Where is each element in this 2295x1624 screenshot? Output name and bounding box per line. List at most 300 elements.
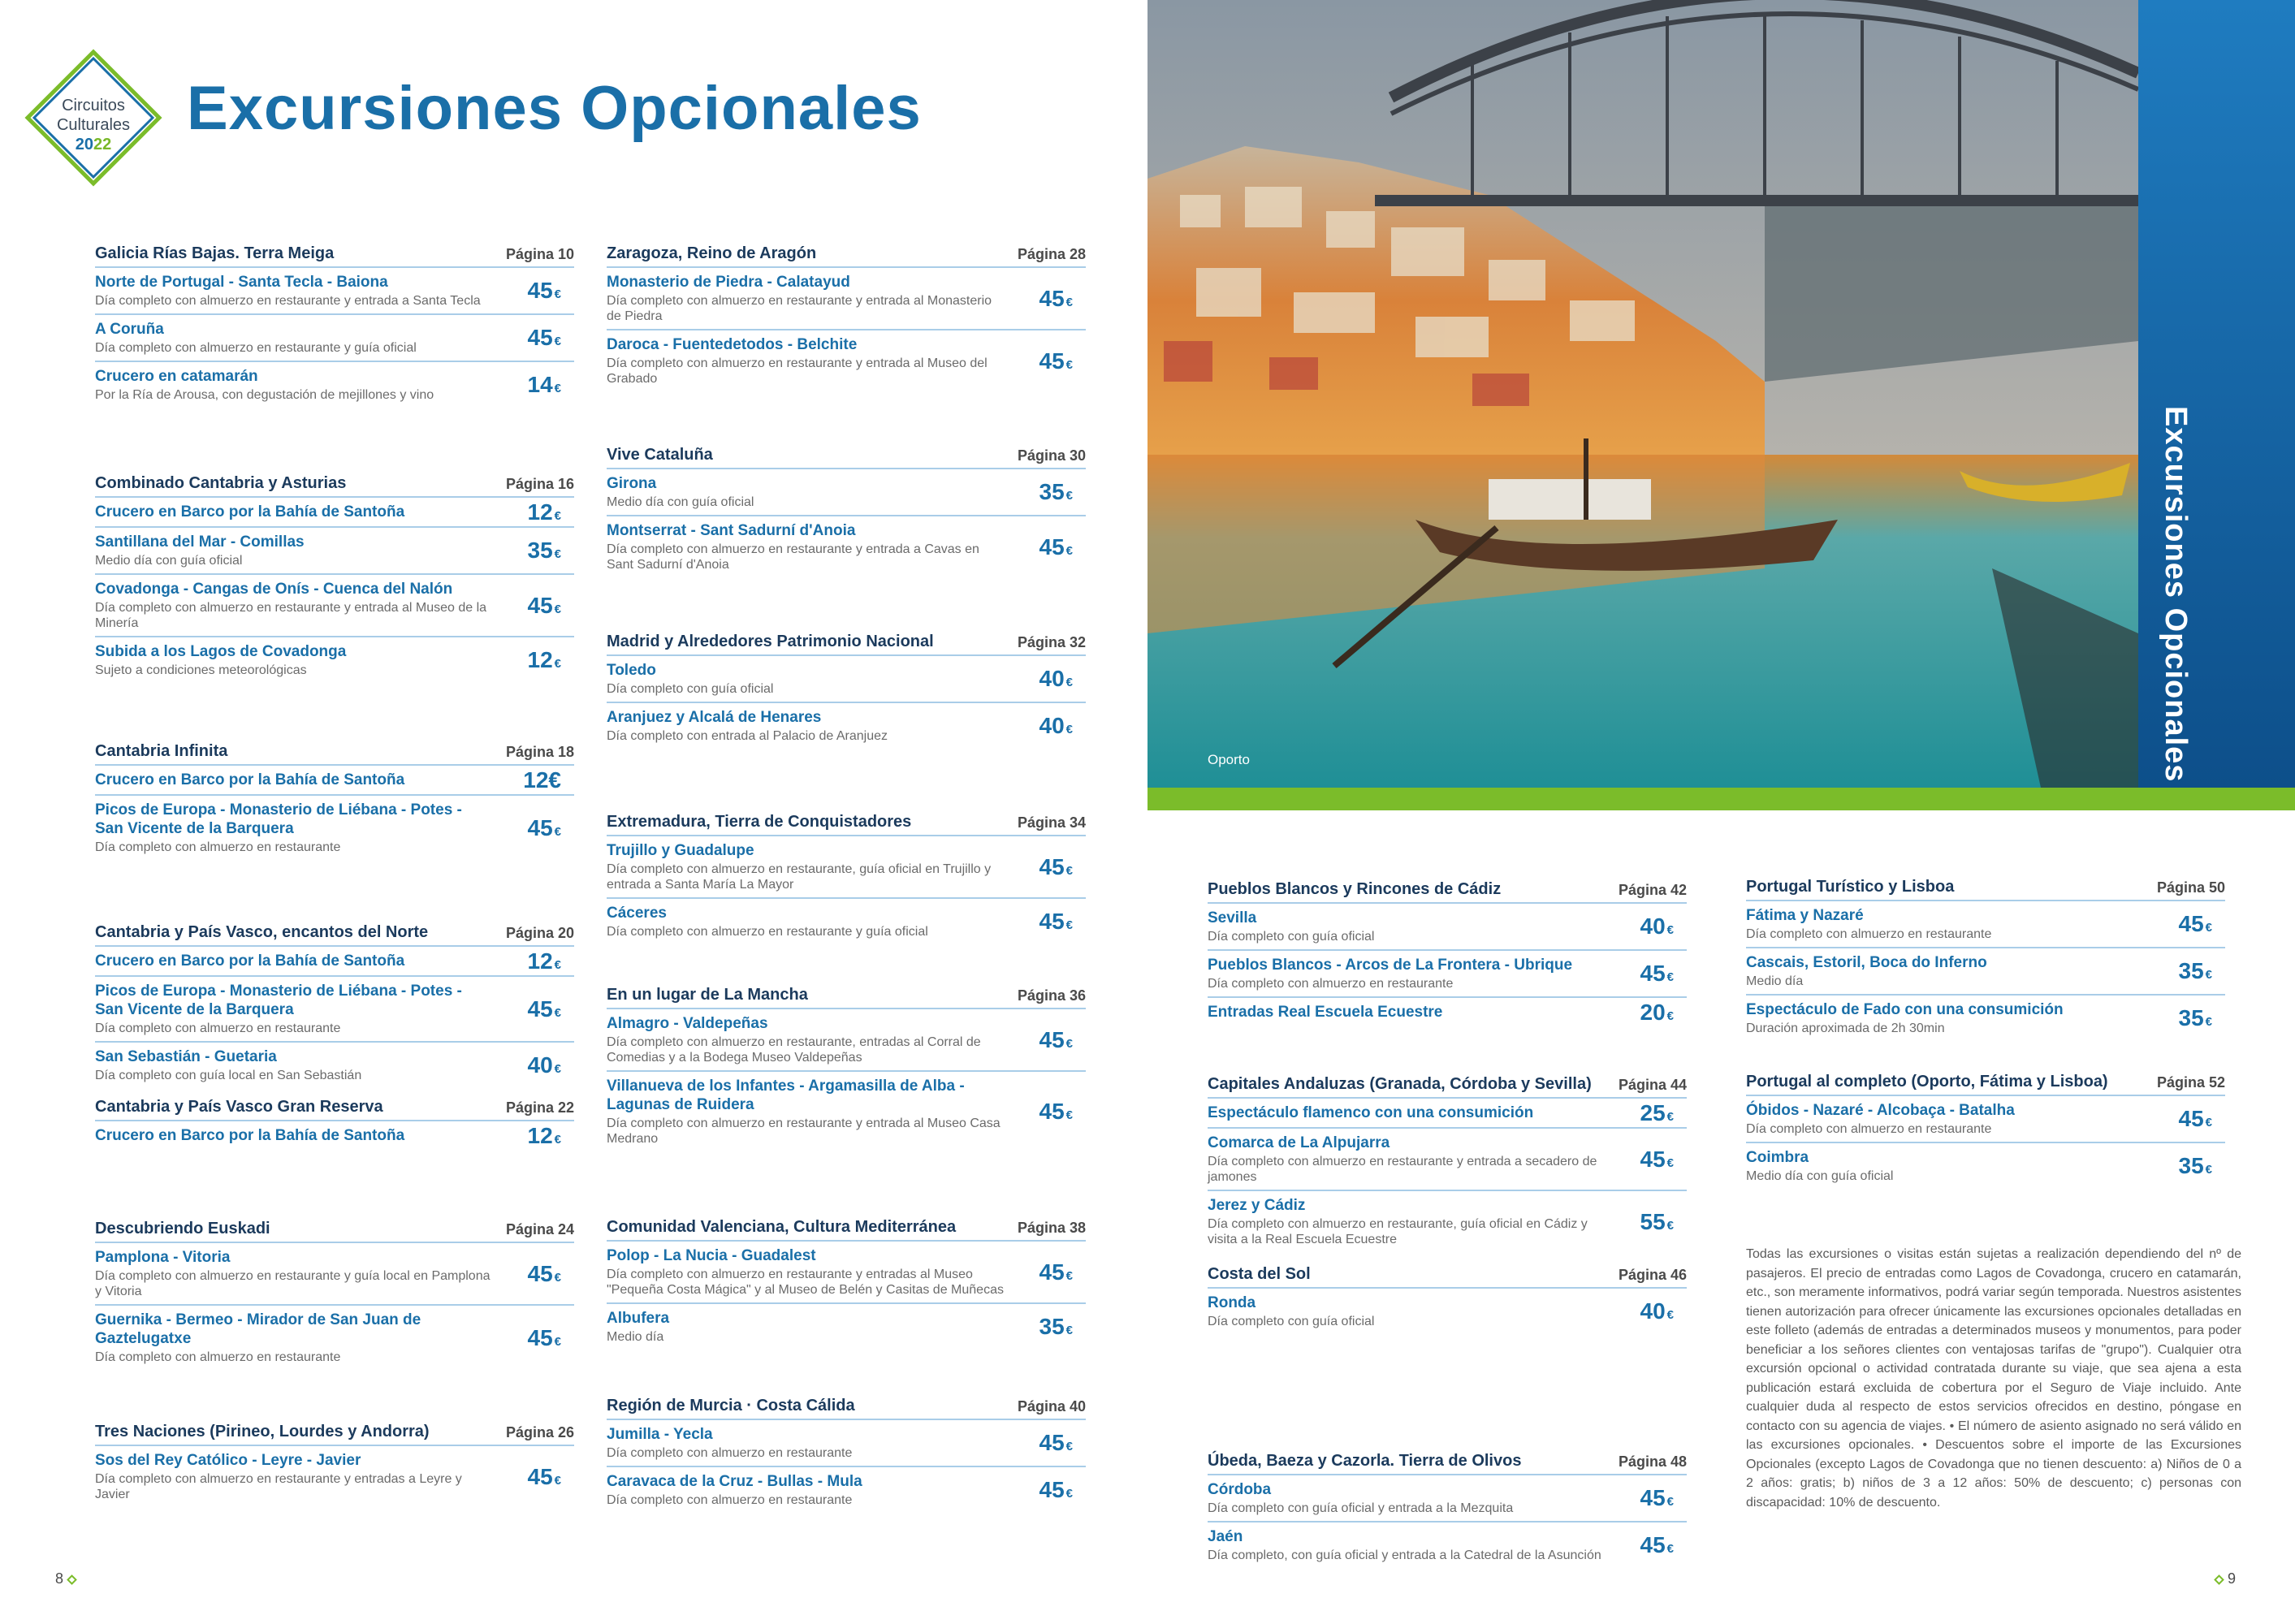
price-currency: € xyxy=(554,824,561,839)
page-number-left xyxy=(55,1570,80,1587)
excursion-price xyxy=(1039,286,1074,312)
excursion-price xyxy=(2179,958,2213,984)
excursion-price xyxy=(1640,1147,1675,1173)
section-page-ref: Página 34 xyxy=(1017,814,1086,831)
excursion-name: Polop - La Nucia - Guadalest xyxy=(607,1247,816,1264)
section-title: Vive Cataluña xyxy=(607,446,713,464)
price-amount: 45 xyxy=(1039,853,1065,879)
excursion-section xyxy=(1746,1072,2225,1189)
excursion-description: Día completo con almuerzo en restaurante y entrada al Museo del Grabado xyxy=(607,356,988,386)
price-currency: € xyxy=(554,1334,561,1349)
price-amount: 35 xyxy=(2178,1005,2204,1030)
excursion-name: Crucero en Barco por la Bahía de Santoña xyxy=(95,1127,405,1144)
excursion-price xyxy=(528,948,562,974)
excursion-price xyxy=(528,1464,562,1490)
excursion-section xyxy=(1208,1074,1687,1252)
price-amount: 45 xyxy=(2178,1106,2204,1131)
excursion-item xyxy=(1208,904,1687,951)
section-title: Costa del Sol xyxy=(1208,1265,1311,1283)
section-title: Pueblos Blancos y Rincones de Cádiz xyxy=(1208,880,1502,898)
section-page-ref: Página 46 xyxy=(1618,1267,1687,1283)
excursion-name: Picos de Europa - Monasterio de Liébana - Potes - San Vicente de la Barquera xyxy=(95,801,462,837)
price-amount: 45 xyxy=(1039,1026,1065,1052)
page-number-right-value: 9 xyxy=(2228,1570,2237,1587)
section-header xyxy=(607,812,1086,836)
excursion-name: Sos del Rey Católico - Leyre - Javier xyxy=(95,1452,361,1469)
excursion-price xyxy=(2179,911,2213,937)
excursion-name: Fátima y Nazaré xyxy=(1746,907,1864,924)
excursion-item xyxy=(607,516,1086,577)
price-currency: € xyxy=(1065,1487,1073,1501)
excursion-description: Medio día con guía oficial xyxy=(95,554,243,568)
section-header xyxy=(1746,877,2225,901)
section-header xyxy=(95,1097,574,1121)
price-currency: € xyxy=(2205,1163,2212,1177)
excursion-description: Por la Ría de Arousa, con degustación de mejillones y vino xyxy=(95,388,434,402)
excursion-description: Día completo con almuerzo en restaurante xyxy=(95,1021,341,1035)
price-amount: 45 xyxy=(527,1260,553,1286)
price-amount: 45 xyxy=(1039,909,1065,934)
excursion-item xyxy=(607,1242,1086,1304)
excursion-item xyxy=(95,637,574,683)
excursion-item xyxy=(607,1304,1086,1350)
price-amount: 40 xyxy=(1640,914,1666,939)
excursion-item xyxy=(95,362,574,408)
excursion-name: Coimbra xyxy=(1746,1149,1809,1166)
excursion-item xyxy=(1746,1096,2225,1143)
section-header xyxy=(1746,1072,2225,1096)
excursion-price xyxy=(1640,1485,1675,1511)
excursion-price xyxy=(528,372,562,398)
excursion-name: A Coruña xyxy=(95,321,164,338)
price-currency: € xyxy=(554,547,561,561)
excursion-name: Aranjuez y Alcalá de Henares xyxy=(607,709,822,726)
price-amount: 45 xyxy=(1039,1259,1065,1285)
excursion-price xyxy=(1640,1100,1675,1126)
price-amount: 45 xyxy=(527,592,553,618)
section-page-ref: Página 32 xyxy=(1017,634,1086,650)
excursion-description: Día completo con almuerzo en restaurante y entrada a secadero de jamones xyxy=(1208,1155,1597,1184)
section-header xyxy=(95,741,574,766)
section-page-ref: Página 36 xyxy=(1017,987,1086,1004)
section-title: Comunidad Valenciana, Cultura Mediterránea xyxy=(607,1218,957,1236)
section-page-ref: Página 40 xyxy=(1017,1398,1086,1415)
price-currency: € xyxy=(554,657,561,671)
excursion-item xyxy=(1746,996,2225,1041)
excursion-section xyxy=(95,922,574,1088)
excursion-name: Pamplona - Vitoria xyxy=(95,1249,231,1266)
price-currency: € xyxy=(1065,676,1073,689)
excursion-price xyxy=(528,538,562,564)
price-amount: 45 xyxy=(1039,1099,1065,1124)
excursion-description: Día completo con guía oficial y entrada a la Mezquita xyxy=(1208,1501,1514,1515)
price-amount: 25 xyxy=(1640,1099,1666,1125)
excursion-item xyxy=(1746,948,2225,996)
excursion-item xyxy=(607,1420,1086,1467)
excursion-price xyxy=(1640,1298,1675,1324)
price-currency: € xyxy=(1065,1440,1073,1453)
excursion-section xyxy=(607,985,1086,1151)
excursion-price xyxy=(1039,1314,1074,1340)
excursion-item xyxy=(607,268,1086,330)
excursion-name: Albufera xyxy=(607,1310,670,1327)
excursion-section xyxy=(95,1219,574,1370)
excursion-price xyxy=(1039,1477,1074,1503)
excursion-section xyxy=(1746,877,2225,1041)
excursion-name: Guernika - Bermeo - Mirador de San Juan de Gaztelugatxe xyxy=(95,1311,421,1347)
price-currency: € xyxy=(1666,1109,1674,1124)
diamond-icon xyxy=(2214,1574,2224,1585)
excursion-price xyxy=(1039,1099,1074,1125)
excursion-name: Jerez y Cádiz xyxy=(1208,1197,1306,1214)
excursion-description: Día completo con almuerzo en restaurante y entrada a Santa Tecla xyxy=(95,294,481,308)
excursion-price xyxy=(1640,1000,1675,1026)
excursion-item xyxy=(95,1243,574,1306)
price-currency: € xyxy=(1065,918,1073,932)
excursion-name: Ronda xyxy=(1208,1294,1256,1311)
excursion-name: Trujillo y Guadalupe xyxy=(607,842,754,859)
price-amount: 12€ xyxy=(523,767,561,793)
price-amount: 40 xyxy=(1039,713,1065,738)
section-title: Portugal Turístico y Lisboa xyxy=(1746,878,1955,896)
price-currency: € xyxy=(1666,970,1674,984)
price-currency: € xyxy=(554,1132,561,1147)
excursion-description: Día completo con almuerzo en restaurante y guía local en Pamplona y Vitoria xyxy=(95,1269,491,1298)
section-header xyxy=(95,922,574,947)
price-amount: 40 xyxy=(1039,666,1065,691)
excursion-description: Día completo con almuerzo en restaurante xyxy=(607,1446,853,1460)
price-currency: € xyxy=(1065,1268,1073,1283)
section-header xyxy=(95,244,574,268)
excursion-description: Día completo con almuerzo en restaurante xyxy=(607,1493,853,1507)
section-title: Galicia Rías Bajas. Terra Meiga xyxy=(95,244,335,262)
section-header xyxy=(607,244,1086,268)
excursion-item xyxy=(1208,1522,1687,1568)
section-header xyxy=(95,1219,574,1243)
excursion-item xyxy=(1208,951,1687,998)
price-amount: 45 xyxy=(1640,1485,1666,1510)
excursion-name: Entradas Real Escuela Ecuestre xyxy=(1208,1004,1443,1021)
excursion-name: Pueblos Blancos - Arcos de La Frontera - Ubrique xyxy=(1208,957,1573,974)
section-header xyxy=(95,1422,574,1446)
excursion-item xyxy=(607,469,1086,516)
excursion-item xyxy=(95,575,574,637)
excursion-name: Cáceres xyxy=(607,905,667,922)
price-amount: 45 xyxy=(1640,1146,1666,1172)
price-amount: 35 xyxy=(1039,479,1065,504)
excursion-item xyxy=(1208,1191,1687,1252)
excursion-price xyxy=(528,278,562,304)
excursion-price xyxy=(528,499,562,525)
section-header xyxy=(1208,879,1687,904)
excursion-description: Día completo con almuerzo en restaurante y entrada a Cavas en Sant Sadurní d'Anoia xyxy=(607,542,979,572)
excursion-description: Día completo con almuerzo en restaurante, guía oficial en Cádiz y visita a la Real Escuela Ecuestre xyxy=(1208,1217,1588,1246)
excursion-price xyxy=(2179,1153,2213,1179)
price-currency: € xyxy=(1666,1218,1674,1233)
price-currency: € xyxy=(1666,1009,1674,1023)
section-header xyxy=(95,473,574,498)
oporto-photo xyxy=(1148,0,2138,788)
excursion-item xyxy=(607,330,1086,391)
section-page-ref: Página 50 xyxy=(2156,879,2225,896)
excursion-name: Montserrat - Sant Sadurní d'Anoia xyxy=(607,522,856,539)
section-page-ref: Página 16 xyxy=(505,476,574,492)
excursion-description: Día completo con almuerzo en restaurante y entrada al Monasterio de Piedra xyxy=(607,294,992,323)
section-header xyxy=(607,1217,1086,1242)
excursion-name: Jaén xyxy=(1208,1528,1243,1545)
price-amount: 45 xyxy=(1640,961,1666,986)
price-amount: 45 xyxy=(527,1463,553,1489)
price-amount: 45 xyxy=(1039,1477,1065,1502)
excursion-section xyxy=(607,812,1086,944)
excursion-description: Medio día con guía oficial xyxy=(1746,1169,1894,1183)
excursion-price xyxy=(1039,479,1074,505)
price-amount: 35 xyxy=(527,538,553,563)
excursion-description: Día completo con guía oficial xyxy=(1208,930,1375,944)
section-page-ref: Página 28 xyxy=(1017,246,1086,262)
price-currency: € xyxy=(554,1270,561,1285)
section-header xyxy=(607,632,1086,656)
excursion-section xyxy=(95,1422,574,1507)
logo-line2: Culturales xyxy=(56,116,131,134)
page-title: Excursiones Opcionales xyxy=(187,74,922,143)
excursion-item xyxy=(95,1043,574,1088)
price-amount: 45 xyxy=(527,1324,553,1350)
price-amount: 40 xyxy=(1640,1298,1666,1324)
price-currency: € xyxy=(2205,921,2212,935)
price-currency: € xyxy=(1666,1308,1674,1322)
excursion-price xyxy=(1039,666,1074,692)
section-title: Capitales Andaluzas (Granada, Córdoba y Sevilla) xyxy=(1208,1075,1592,1093)
section-title: Madrid y Alrededores Patrimonio Nacional xyxy=(607,633,934,650)
price-currency: € xyxy=(554,1062,561,1076)
excursion-price xyxy=(1039,1259,1074,1285)
excursion-name: Sevilla xyxy=(1208,909,1257,926)
excursion-name: Toledo xyxy=(607,662,656,679)
excursion-item xyxy=(95,977,574,1043)
excursion-item xyxy=(95,528,574,575)
price-currency: € xyxy=(1065,1036,1073,1051)
excursion-price xyxy=(1039,713,1074,739)
excursion-item xyxy=(1208,1475,1687,1522)
excursion-item xyxy=(95,498,574,528)
excursion-name: Espectáculo de Fado con una consumición xyxy=(1746,1001,2064,1018)
excursion-description: Día completo con almuerzo en restaurante y entrada al Museo Casa Medrano xyxy=(607,1116,1001,1146)
price-currency: € xyxy=(1065,295,1073,309)
excursion-price xyxy=(528,593,562,619)
price-currency: € xyxy=(2205,1116,2212,1129)
price-amount: 12 xyxy=(527,1122,553,1148)
green-divider-band xyxy=(1148,788,2295,810)
excursion-section xyxy=(95,473,574,683)
price-currency: € xyxy=(1065,863,1073,878)
excursion-price xyxy=(528,325,562,351)
section-title: Cantabria y País Vasco Gran Reserva xyxy=(95,1098,383,1116)
excursion-item xyxy=(95,766,574,796)
photo-caption: Oporto xyxy=(1208,752,1250,767)
price-amount: 45 xyxy=(1039,348,1065,374)
price-currency: € xyxy=(1065,723,1073,736)
section-title: Región de Murcia · Costa Cálida xyxy=(607,1397,855,1415)
excursion-name: Óbidos - Nazaré - Alcobaça - Batalha xyxy=(1746,1102,2015,1119)
price-currency: € xyxy=(1666,923,1674,937)
excursion-description: Día completo con almuerzo en restaurante y guía oficial xyxy=(95,341,417,355)
excursion-description: Medio día xyxy=(1746,974,1804,988)
excursion-price xyxy=(528,996,562,1022)
excursion-price xyxy=(1640,1209,1675,1235)
excursion-description: Día completo con almuerzo en restaurante xyxy=(95,1350,341,1364)
price-amount: 20 xyxy=(1640,999,1666,1025)
price-amount: 35 xyxy=(2178,1153,2204,1178)
excursion-section xyxy=(607,244,1086,391)
price-currency: € xyxy=(1065,543,1073,558)
excursion-name: Córdoba xyxy=(1208,1481,1272,1498)
section-page-ref: Página 38 xyxy=(1017,1220,1086,1236)
excursion-name: Crucero en Barco por la Bahía de Santoña xyxy=(95,952,405,970)
excursion-item xyxy=(607,899,1086,944)
excursion-section xyxy=(607,1217,1086,1350)
excursion-section xyxy=(607,445,1086,577)
section-title: Portugal al completo (Oporto, Fátima y Lisboa) xyxy=(1746,1073,2108,1091)
excursion-name: Villanueva de los Infantes - Argamasilla de Alba - Lagunas de Ruidera xyxy=(607,1078,965,1113)
excursion-section xyxy=(607,632,1086,749)
excursion-price xyxy=(528,1052,562,1078)
excursion-section xyxy=(95,244,574,408)
section-title: Úbeda, Baeza y Cazorla. Tierra de Olivos xyxy=(1208,1452,1522,1470)
conditions-note: Todas las excursiones o visitas están sujetas a realización dependiendo del nº de pasajeros. El precio de entradas como Lagos de Covadonga, crucero en catamarán, etc., son meramente informativos, podrá variar según temporada. Nuestros asistentes tienen autorización para ofrecer únicamente las excursiones opcionales detalladas en este folleto (además de entradas a determinados museos y monumentos, para poder beneficiar a los señores clientes con ventajosas tarifas de "grupo"). Cualquier otra excursión opcional o actividad contratada durante su viaje, que sea ajena a esta publicación estará excluida de cobertura por el Seguro de Viaje incluido. Ante cualquier duda al respecto de estos servicios ofrecidos en destino, póngase en contacto con su agencia de viajes. • El número de asiento asignado no será válido en las excursiones opcionales. • Descuentos sobre el importe de las Excursiones Opcionales (excepto Lagos de Covadonga que no tienen descuento: a) Niños de 0 a 2 años: gratis; b) niños de 3 a 12 años: 50% de descuento; c) personas con discapacidad: 10% de descuento. xyxy=(1746,1247,2241,1510)
excursion-item xyxy=(1746,1143,2225,1189)
price-amount: 35 xyxy=(2178,958,2204,983)
section-page-ref: Página 52 xyxy=(2156,1074,2225,1091)
excursion-item xyxy=(1746,901,2225,948)
excursion-section xyxy=(607,1396,1086,1513)
excursion-item xyxy=(607,656,1086,703)
side-title: Excursiones Opcionales xyxy=(2159,406,2193,783)
excursion-description: Día completo con almuerzo en restaurante y entradas a Leyre y Javier xyxy=(95,1472,462,1501)
section-page-ref: Página 26 xyxy=(505,1424,574,1440)
excursion-price xyxy=(1039,348,1074,374)
section-header xyxy=(607,445,1086,469)
price-currency: € xyxy=(1065,489,1073,503)
excursion-description: Día completo con guía oficial xyxy=(607,682,774,696)
section-header xyxy=(1208,1074,1687,1099)
price-currency: € xyxy=(1666,1155,1674,1170)
section-page-ref: Página 48 xyxy=(1618,1453,1687,1470)
logo-year-a: 20 xyxy=(75,136,93,153)
section-title: Tres Naciones (Pirineo, Lourdes y Andorra) xyxy=(95,1423,430,1440)
excursion-item xyxy=(95,315,574,362)
excursion-item xyxy=(95,1446,574,1507)
page-number-left-value: 8 xyxy=(55,1570,64,1587)
excursion-description: Día completo con almuerzo en restaurante y entrada al Museo de la Minería xyxy=(95,601,487,630)
excursion-name: Covadonga - Cangas de Onís - Cuenca del Nalón xyxy=(95,581,453,598)
price-amount: 35 xyxy=(1039,1314,1065,1339)
excursion-item xyxy=(1208,1099,1687,1129)
excursion-description: Día completo con entrada al Palacio de Aranjuez xyxy=(607,729,888,743)
excursion-price xyxy=(528,1123,562,1149)
price-amount: 14 xyxy=(527,372,553,397)
excursion-description: Medio día con guía oficial xyxy=(607,495,754,509)
section-title: Extremadura, Tierra de Conquistadores xyxy=(607,813,912,831)
price-currency: € xyxy=(1666,1542,1674,1556)
excursion-description: Duración aproximada de 2h 30min xyxy=(1746,1021,1945,1035)
price-currency: € xyxy=(554,335,561,348)
section-header xyxy=(1208,1451,1687,1475)
excursion-item xyxy=(1208,998,1687,1026)
excursion-price xyxy=(1039,1027,1074,1053)
section-title: Zaragoza, Reino de Aragón xyxy=(607,244,817,262)
excursion-name: Picos de Europa - Monasterio de Liébana - Potes - San Vicente de la Barquera xyxy=(95,983,462,1018)
section-title: Combinado Cantabria y Asturias xyxy=(95,474,347,492)
excursion-item xyxy=(1208,1129,1687,1191)
price-amount: 55 xyxy=(1640,1208,1666,1234)
logo-year-b: 22 xyxy=(93,136,112,153)
excursion-item xyxy=(607,703,1086,749)
price-currency: € xyxy=(1065,357,1073,372)
excursion-section xyxy=(95,1097,574,1150)
circuitos-culturales-logo xyxy=(24,49,162,187)
section-page-ref: Página 24 xyxy=(505,1221,574,1237)
excursion-item xyxy=(607,1467,1086,1513)
excursion-price xyxy=(528,815,562,841)
price-amount: 12 xyxy=(527,499,553,525)
section-header xyxy=(607,985,1086,1009)
excursion-price xyxy=(528,1325,562,1351)
logo-line1: Circuitos xyxy=(62,97,125,114)
price-amount: 45 xyxy=(527,996,553,1021)
price-currency: € xyxy=(2205,1015,2212,1029)
price-amount: 40 xyxy=(527,1052,553,1078)
excursion-price xyxy=(2179,1106,2213,1132)
excursion-description: Sujeto a condiciones meteorológicas xyxy=(95,663,307,677)
excursion-description: Día completo con almuerzo en restaurante xyxy=(95,840,341,854)
excursion-description: Día completo con guía local en San Sebastián xyxy=(95,1069,362,1082)
excursion-name: Monasterio de Piedra - Calatayud xyxy=(607,274,850,291)
excursion-item xyxy=(607,1072,1086,1151)
excursion-item xyxy=(95,1121,574,1150)
excursion-price xyxy=(1039,909,1074,935)
price-currency: € xyxy=(554,508,561,523)
excursion-price xyxy=(1640,914,1675,939)
price-amount: 45 xyxy=(1640,1532,1666,1557)
excursion-name: San Sebastián - Guetaria xyxy=(95,1048,277,1065)
excursion-price xyxy=(1039,854,1074,880)
excursion-description: Medio día xyxy=(607,1330,664,1344)
section-header xyxy=(1208,1264,1687,1289)
excursion-section xyxy=(1208,879,1687,1026)
excursion-section xyxy=(1208,1451,1687,1568)
excursion-item xyxy=(95,796,574,860)
section-page-ref: Página 10 xyxy=(505,246,574,262)
excursion-name: Daroca - Fuentedetodos - Belchite xyxy=(607,336,858,353)
price-amount: 12 xyxy=(527,948,553,974)
section-title: Descubriendo Euskadi xyxy=(95,1220,270,1237)
excursion-description: Día completo con almuerzo en restaurante, guía oficial en Trujillo y entrada a Santa María La Mayor xyxy=(607,862,992,892)
excursion-price xyxy=(1640,1532,1675,1558)
price-currency: € xyxy=(2205,968,2212,982)
excursion-price xyxy=(1039,1430,1074,1456)
excursion-description: Día completo con almuerzo en restaurante xyxy=(1746,927,1992,941)
price-currency: € xyxy=(1065,1324,1073,1337)
excursion-section xyxy=(1208,1264,1687,1334)
price-currency: € xyxy=(554,602,561,616)
price-currency: € xyxy=(1065,1108,1073,1122)
section-title: Cantabria y País Vasco, encantos del Norte xyxy=(95,923,429,941)
price-amount: 45 xyxy=(527,814,553,840)
price-amount: 45 xyxy=(527,325,553,350)
excursion-section xyxy=(95,741,574,860)
excursion-description: Día completo con almuerzo en restaurante xyxy=(1746,1122,1992,1136)
